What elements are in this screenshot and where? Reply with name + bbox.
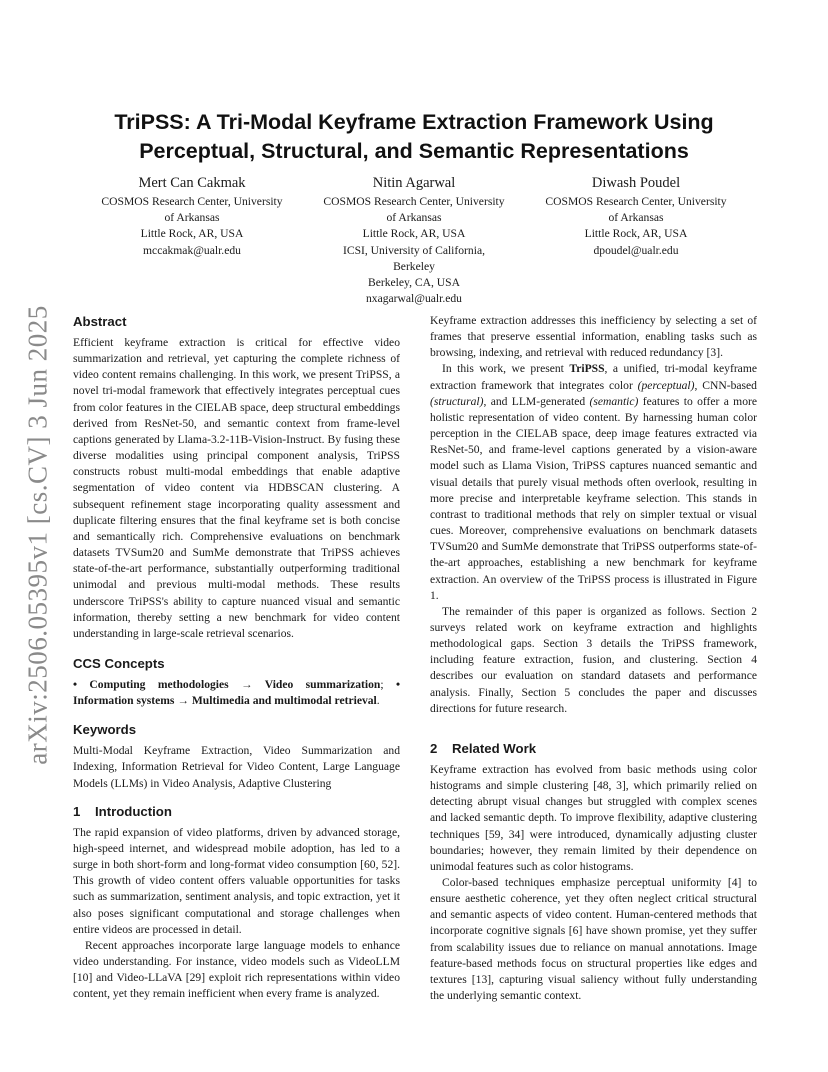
author-email: mccakmak@ualr.edu [143, 243, 241, 257]
author-email: dpoudel@ualr.edu [593, 243, 679, 257]
ccs-item: Information systems → Multimedia and multimodal retrieval [73, 694, 377, 708]
author-block-2 [304, 174, 524, 307]
author-affiliation: of Arkansas [608, 211, 664, 225]
intro-paragraph-1: The rapid expansion of video platforms, driven by advanced storage, high-speed internet, and widespread mobile adoption, has led to a surge in both short-form and long-format video consumption [60, 52]. This growth of video content offers valuable opportunities for tasks such as summarization, sentiment analysis, and topic extraction, yet it also poses significant computational and storage challenges when entire videos are processed in detail. [73, 825, 400, 936]
author-block-3 [526, 174, 746, 259]
related-paragraph-1: Keyframe extraction has evolved from basic methods using color histograms and simple clustering [48, 3], which primarily relied on detecting abrupt visual changes but struggled with complex scenes and lacked semantic depth. To improve flexibility, adaptive clustering techniques [59, 34] were introduced, dynamically adjusting cluster boundaries; however, they remain limited by their dependence on unimodal features such as color histograms. [430, 762, 757, 873]
ccs-item: Computing methodologies → Video summarization [89, 677, 381, 691]
ccs-bullet: • [395, 677, 401, 691]
author-location: Little Rock, AR, USA [584, 227, 688, 241]
author-affiliation: ICSI, University of California, [342, 243, 485, 257]
intro-paragraph-5: The remainder of this paper is organized as follows. Section 2 surveys related work on keyframe extraction and highlights methodological gaps. Section 3 details the TriPSS framework, including feature extraction, fusion, and clustering. Section 4 describes our evaluation on standard datasets and performance analysis. Finally, Section 5 concludes the paper and discusses directions for future research. [430, 604, 757, 715]
author-affiliation: Berkeley [393, 259, 435, 273]
ccs-bullet: • [73, 677, 78, 691]
keywords-text: Multi-Modal Keyframe Extraction, Video Summarization and Indexing, Information Retrieval for Video Content, Large Language Models (LLMs) in Video Analysis, Adaptive Clustering [73, 744, 400, 790]
author-affiliation: of Arkansas [386, 211, 442, 225]
title-line-2: Perceptual, Structural, and Semantic Representations [139, 139, 689, 163]
arxiv-identifier: arXiv:2506.05395v1 [cs.CV] 3 Jun 2025 [22, 305, 53, 765]
author-email: nxagarwal@ualr.edu [366, 292, 462, 306]
author-location: Little Rock, AR, USA [362, 227, 466, 241]
ccs-concepts: • Computing methodologies → Video summarization; • Information systems → Multimedia and multimodal retrieval. [73, 677, 401, 708]
keywords-heading: Keywords [73, 722, 137, 738]
author-name: Diwash Poudel [591, 175, 681, 191]
related-paragraph-2: Color-based techniques emphasize perceptual uniformity [4] to ensure aesthetic coherence, yet they often neglect critical structural and semantic aspects of video content. Human-centered methods that incorporate cognitive signals [6] have shown promise, yet they suffer from scalability issues due to reliance on manual annotations. Image feature-based methods focus on structural properties like edges and textures [13], capturing visual saliency without fully understanding the underlying semantic context. [430, 876, 757, 1003]
author-block-1 [82, 174, 302, 259]
author-affiliation: COSMOS Research Center, University [101, 195, 283, 208]
right-column [430, 313, 757, 1004]
author-affiliation: COSMOS Research Center, University [323, 195, 505, 208]
left-column [73, 313, 400, 1002]
intro-paragraph-3: Keyframe extraction addresses this inefficiency by selecting a set of frames that preserve essential information, enabling tasks such as browsing, indexing, and retrieval with reduced redundancy [3]. [430, 314, 757, 360]
ccs-heading: CCS Concepts [73, 655, 165, 671]
author-affiliation: COSMOS Research Center, University [545, 195, 727, 208]
author-location: Little Rock, AR, USA [140, 227, 244, 241]
section-heading-related-work: 2 Related Work [430, 740, 537, 756]
paper-title [60, 108, 768, 166]
author-name: Mert Can Cakmak [138, 175, 246, 191]
abstract-text: Efficient keyframe extraction is critical for effective video summarization and retrieval, yet capturing the complete richness of video content remains challenging. In this work, we present TriPSS, a novel tri-modal framework that effectively integrates perceptual cues from color features in the CIELAB space, deep structural embeddings derived from ResNet-50, and semantic context from frame-level captions generated by Llama-3.2-11B-Vision-Instruct. By fusing these diverse modalities using principal component analysis, TriPSS constructs robust multi-modal embeddings that enable adaptive segmentation of video content via HDBSCAN clustering. A subsequent refinement stage incorporating quality assessment and duplicate filtering ensures that the final keyframe set is both concise and semantically rich. Comprehensive evaluations on benchmark datasets TVSum20 and SumMe demonstrate that TriPSS achieves state-of-the-art performance, substantially outperforming traditional unimodal and previous multi-modal methods. These results underscore TriPSS's ability to capture nuanced visual and semantic information, thereby setting a new benchmark for video content understanding in large-scale retrieval scenarios. [73, 336, 400, 640]
title-line-1: TriPSS: A Tri-Modal Keyframe Extraction Framework Using [114, 110, 714, 134]
author-name: Nitin Agarwal [372, 175, 456, 191]
abstract-heading: Abstract [73, 314, 127, 329]
intro-paragraph-2: Recent approaches incorporate large language models to enhance video understanding. For instance, video models such as VideoLLM [10] and Video-LLaVA [29] exploit rich representations within video content, yet they remain inefficient when every frame is analyzed. [73, 938, 400, 1001]
intro-paragraph-4: In this work, we present TriPSS, a unified, tri-modal keyframe extraction framework that integrates color (perceptual), CNN-based (structural), and LLM-generated (semantic) features to offer a more holistic representation of video content. By harnessing human color perception in the CIELAB space, deep image features extracted via ResNet-50, and frame-level captions generated by a vision-aware model such as Llama Vision, TriPSS captures nuanced semantic and visual details that purely visual methods often overlook, resulting in more precise and interpretable keyframe selection. This stands in contrast to traditional methods that rely on simpler textual or visual cues. Moreover, comprehensive evaluations on benchmark datasets TVSum20 and SumMe demonstrate that TriPSS outperforms state-of-the-art approaches, establishing a new benchmark for keyframe extraction. An overview of the TriPSS process is illustrated in Figure 1. [430, 362, 757, 602]
author-affiliation: of Arkansas [164, 211, 220, 225]
author-location: Berkeley, CA, USA [368, 276, 460, 290]
section-heading-introduction: 1 Introduction [73, 803, 172, 819]
